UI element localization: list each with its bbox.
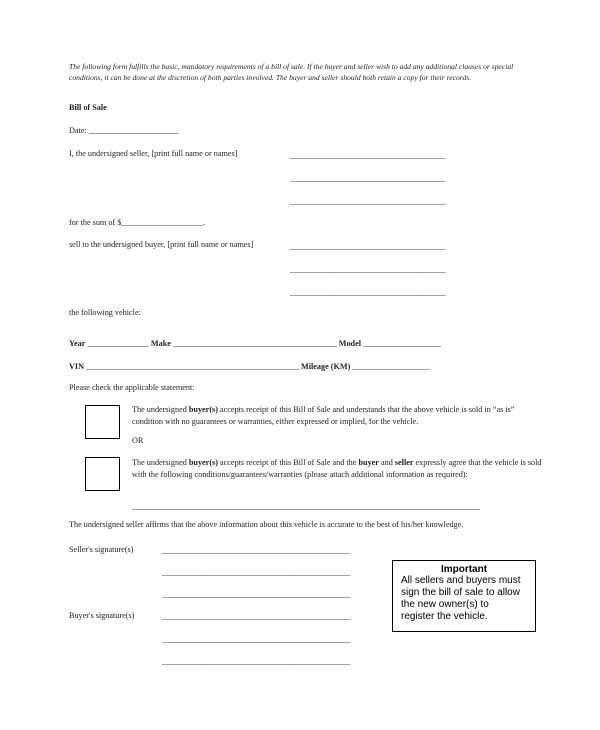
buyer-name-line[interactable]: ______________________________________ [290, 265, 446, 274]
mileage-label: Mileage (KM) [300, 362, 351, 371]
seller-name-line[interactable]: ______________________________________ [290, 197, 446, 206]
important-line: sign the bill of sale to allow [401, 587, 520, 598]
model-label: Model [338, 339, 362, 348]
buyer-signature-label: Buyer's signature(s) [69, 611, 135, 620]
model-field[interactable]: ___________________ [363, 339, 441, 348]
vehicle-label: the following vehicle: [69, 308, 141, 317]
buyer-signature-line[interactable]: ______________________________________________ [162, 612, 351, 621]
buyer-name-line[interactable]: ______________________________________ [290, 242, 446, 251]
important-line: All sellers and buyers must [401, 575, 521, 586]
buyer-name-label: sell to the undersigned buyer, [print full name or names] [69, 240, 254, 249]
seller-signature-label: Seller's signature(s) [69, 545, 134, 554]
intro-text: The following form fulfills the basic, mandatory requirements of a bill of sale. If the buyer and seller wish to add any additional clauses or special conditions, it can be done at the discretion of both parties involved. The buyer and seller should both retain a copy for their records. [69, 62, 514, 82]
form-title: Bill of Sale [69, 103, 107, 112]
option-as-is-text: The undersigned buyer(s) accepts receipt of this Bill of Sale and understands that the above vehicle is sold in “as is” condition with no guarantees or warranties, either expressed or implied, for the vehicle. [132, 405, 515, 426]
buyer-name-line[interactable]: ______________________________________ [290, 288, 446, 297]
sum-field[interactable]: for the sum of $____________________. [69, 218, 206, 227]
affirm-text: The undersigned seller affirms that the above information about this vehicle is accurate to the best of his/her knowledge. [69, 520, 464, 529]
vin-field[interactable]: ____________________________________________________ [86, 362, 299, 371]
or-label: OR [132, 436, 144, 445]
buyer-signature-line[interactable]: ______________________________________________ [162, 657, 351, 666]
vin-label: VIN [69, 362, 85, 371]
check-statement-label: Please check the applicable statement: [69, 383, 195, 392]
important-notice-box [392, 560, 536, 632]
important-heading: Important [440, 564, 488, 575]
mileage-field[interactable]: ___________________ [352, 362, 431, 371]
seller-signature-line[interactable]: ______________________________________________ [162, 546, 351, 555]
seller-name-line[interactable]: ______________________________________ [290, 174, 446, 183]
make-field[interactable]: ________________________________________ [172, 339, 337, 348]
seller-name-label: I, the undersigned seller, [print full name or names] [69, 149, 238, 158]
conditions-line[interactable]: _____________________________________________________________________________________ [132, 502, 480, 511]
year-label: Year [69, 339, 86, 348]
date-field[interactable]: Date: ______________________ [69, 126, 179, 135]
important-line: register the vehicle. [401, 611, 488, 622]
buyer-signature-line[interactable]: ______________________________________________ [162, 635, 351, 644]
seller-signature-line[interactable]: ______________________________________________ [162, 568, 351, 577]
year-field[interactable]: _______________ [87, 339, 149, 348]
seller-signature-line[interactable]: ______________________________________________ [162, 590, 351, 599]
seller-name-line[interactable]: ______________________________________ [290, 151, 446, 160]
option-conditions-checkbox[interactable] [85, 457, 120, 491]
make-label: Make [150, 339, 171, 348]
option-as-is-checkbox[interactable] [85, 405, 120, 439]
option-conditions-text: The undersigned buyer(s) accepts receipt of this Bill of Sale and the buyer and seller expressly agree that the vehicle is sold with the following conditions/guarantees/warranties (please attach additional information as required): [132, 458, 542, 479]
important-line: the new owner(s) to [401, 599, 489, 610]
